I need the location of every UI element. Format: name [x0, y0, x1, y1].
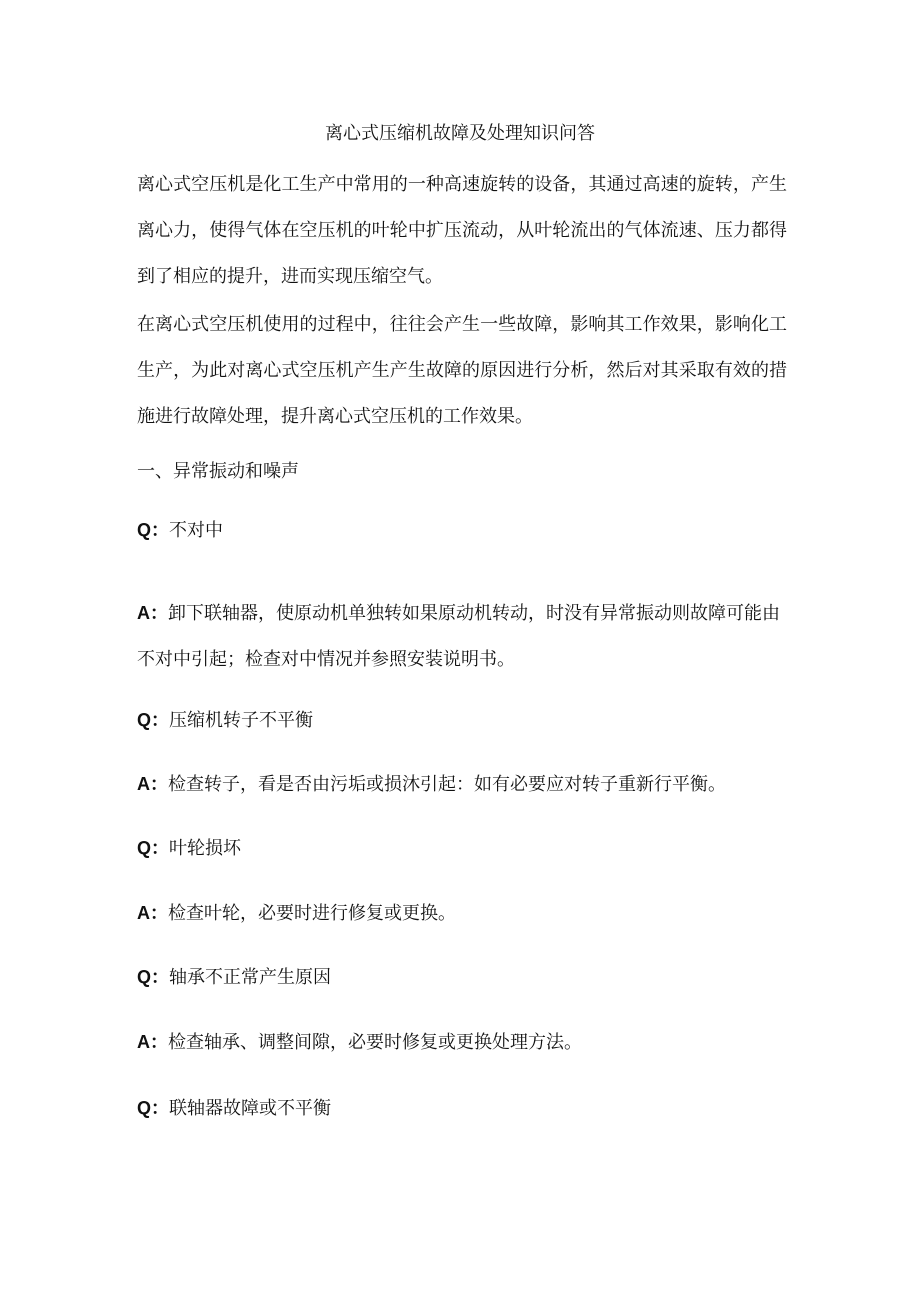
answer-text: 检查叶轮，必要时进行修复或更换。 [168, 903, 456, 924]
answer-label: A [137, 1032, 150, 1052]
question-separator: ： [151, 1098, 170, 1119]
question-label: Q [137, 520, 152, 540]
question-text: 叶轮损坏 [169, 838, 242, 859]
section-heading: 一、异常振动和噪声 [137, 461, 299, 482]
answer-separator: ： [150, 1032, 168, 1053]
question-text: 联轴器故障或不平衡 [169, 1098, 332, 1119]
question-label: Q [137, 710, 152, 730]
question-item [137, 1094, 787, 1123]
question-text: 不对中 [169, 520, 224, 541]
question-item [137, 834, 787, 863]
answer-item [137, 1028, 787, 1057]
answer-label: A [137, 603, 150, 623]
answer-label: A [137, 774, 150, 794]
answer-item [137, 770, 787, 799]
answer-text: 卸下联轴器，使原动机单独转如果原动机转动，时没有异常振动则故障可能由不对中引起；检查对中情况并参照安装说明书。 [137, 603, 780, 670]
answer-text: 检查转子，看是否由污垢或损沐引起：如有必要应对转子重新行平衡。 [168, 774, 726, 795]
question-item [137, 706, 787, 735]
question-text: 压缩机转子不平衡 [169, 710, 314, 731]
question-item [137, 963, 787, 992]
question-label: Q [137, 967, 152, 987]
question-separator: ： [151, 967, 170, 988]
question-separator: ： [151, 520, 170, 541]
document-title: 离心式压缩机故障及处理知识问答 [325, 123, 595, 144]
answer-item [137, 590, 787, 683]
question-separator: ： [151, 838, 170, 859]
answer-item [137, 899, 787, 928]
answer-separator: ： [150, 603, 168, 624]
question-text: 轴承不正常产生原因 [169, 967, 332, 988]
question-label: Q [137, 1098, 152, 1118]
question-label: Q [137, 838, 152, 858]
intro-paragraph-2: 在离心式空压机使用的过程中，往往会产生一些故障，影响其工作效果，影响化工生产，为此对离心式空压机产生产生故障的原因进行分析，然后对其采取有效的措施进行故障处理，提升离心式空压机的工作效果。 [137, 314, 787, 427]
answer-separator: ： [150, 774, 168, 795]
question-item [137, 516, 787, 545]
intro-paragraph-1: 离心式空压机是化工生产中常用的一种高速旋转的设备，其通过高速的旋转，产生离心力，使得气体在空压机的叶轮中扩压流动，从叶轮流出的气体流速、压力都得到了相应的提升，进而实现压缩空气。 [137, 174, 787, 287]
answer-text: 检查轴承、调整间隙，必要时修复或更换处理方法。 [168, 1032, 582, 1053]
answer-label: A [137, 903, 150, 923]
answer-separator: ： [150, 903, 168, 924]
question-separator: ： [151, 710, 170, 731]
